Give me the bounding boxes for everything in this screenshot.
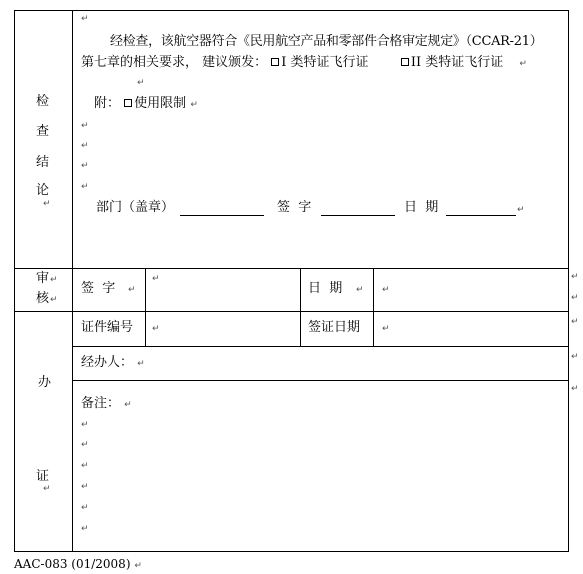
paragraph-mark-icon[interactable]: ↵	[137, 359, 145, 369]
review-side-char: 审	[36, 271, 50, 286]
paragraph-mark-icon: ↵	[152, 324, 160, 334]
paragraph-mark-icon: ↵	[517, 205, 525, 215]
remarks-label: 备注：	[81, 396, 121, 411]
review-date-label: 日 期	[308, 281, 343, 296]
dept-stamp-field[interactable]	[180, 215, 264, 216]
paragraph-mark-icon: ↵	[190, 100, 198, 110]
paragraph-mark-icon: ↵	[81, 161, 89, 171]
side-char: 检	[36, 94, 50, 109]
conclusion-date-field[interactable]	[446, 215, 516, 216]
paragraph-mark-icon[interactable]: ↵	[124, 400, 132, 410]
conclusion-date-label: 日 期	[404, 200, 439, 215]
row-end-mark-icon: ↵	[571, 272, 579, 282]
option-class-2: II 类特证飞行证	[410, 55, 504, 70]
form-code-footer	[14, 556, 142, 574]
paragraph-mark-icon: ↵	[356, 285, 364, 295]
paragraph-mark-icon: ↵	[81, 420, 89, 430]
divider-handler-row	[72, 380, 569, 381]
side-char: 论	[36, 183, 50, 198]
sign-date-field[interactable]	[374, 312, 568, 346]
attachment-option: 使用限制	[134, 96, 187, 111]
attachment-line	[94, 96, 198, 113]
row-end-mark-icon: ↵	[571, 293, 579, 303]
label-column-divider	[72, 10, 73, 552]
cert-number-label: 证件编号	[81, 320, 134, 335]
paragraph-mark-icon: ↵	[43, 484, 51, 494]
paragraph-mark-icon: ↵	[137, 78, 145, 88]
row-end-mark-icon: ↵	[571, 352, 579, 362]
conclusion-sign-label: 签 字	[277, 200, 312, 215]
paragraph-mark-icon: ↵	[50, 275, 58, 285]
paragraph-mark-icon: ↵	[81, 121, 89, 131]
conclusion-line-2	[81, 55, 527, 72]
checkbox-icon[interactable]	[401, 58, 409, 66]
review-date-field[interactable]	[374, 269, 568, 311]
paragraph-mark-icon: ↵	[81, 461, 89, 471]
paragraph-mark-icon: ↵	[81, 14, 89, 24]
issue-side-char: 办	[38, 375, 52, 390]
issue-side-char: 证	[36, 469, 50, 484]
paragraph-mark-icon: ↵	[43, 199, 51, 209]
checkbox-icon[interactable]	[271, 58, 279, 66]
paragraph-mark-icon: ↵	[152, 274, 160, 284]
col-2	[300, 268, 301, 347]
sign-date-label: 签证日期	[308, 320, 361, 335]
border-bottom	[14, 551, 569, 552]
conclusion-line-1: 经检查，该航空器符合《民用航空产品和零部件合格审定规定》（CCAR-21）	[110, 34, 543, 49]
paragraph-mark-icon: ↵	[382, 324, 390, 334]
cert-number-field[interactable]	[146, 312, 299, 346]
review-side-char: 核	[36, 291, 50, 306]
paragraph-mark-icon: ↵	[81, 524, 89, 534]
row-end-mark-icon: ↵	[571, 317, 579, 327]
paragraph-mark-icon: ↵	[519, 59, 527, 69]
dept-stamp-label: 部门（盖章）	[96, 200, 175, 215]
line2-prefix: 第七章的相关要求， 建议颁发：	[81, 55, 268, 70]
review-sign-label: 签 字	[81, 281, 116, 296]
attachment-prefix: 附：	[94, 96, 121, 111]
paragraph-mark-icon: ↵	[50, 295, 58, 305]
remarks-row	[81, 396, 132, 413]
paragraph-mark-icon: ↵	[81, 440, 89, 450]
checkbox-icon[interactable]	[124, 99, 132, 107]
conclusion-sign-field[interactable]	[321, 215, 395, 216]
row-end-mark-icon: ↵	[571, 384, 579, 394]
divider-cert-row	[72, 346, 569, 347]
option-class-1: I 类特证飞行证	[281, 55, 369, 70]
border-left	[14, 10, 15, 552]
side-char: 查	[36, 124, 50, 139]
review-sign-field[interactable]	[146, 269, 299, 311]
paragraph-mark-icon: ↵	[81, 141, 89, 151]
border-top	[14, 10, 569, 11]
paragraph-mark-icon: ↵	[81, 503, 89, 513]
paragraph-mark-icon: ↵	[134, 561, 142, 571]
side-char: 结	[36, 155, 50, 170]
handler-label: 经办人：	[81, 355, 134, 370]
paragraph-mark-icon: ↵	[382, 285, 390, 295]
border-right	[568, 10, 569, 552]
form-code: AAC-083 (01/2008)	[14, 557, 131, 571]
paragraph-mark-icon: ↵	[81, 182, 89, 192]
handler-row	[81, 355, 145, 372]
paragraph-mark-icon: ↵	[128, 285, 136, 295]
paragraph-mark-icon: ↵	[81, 482, 89, 492]
